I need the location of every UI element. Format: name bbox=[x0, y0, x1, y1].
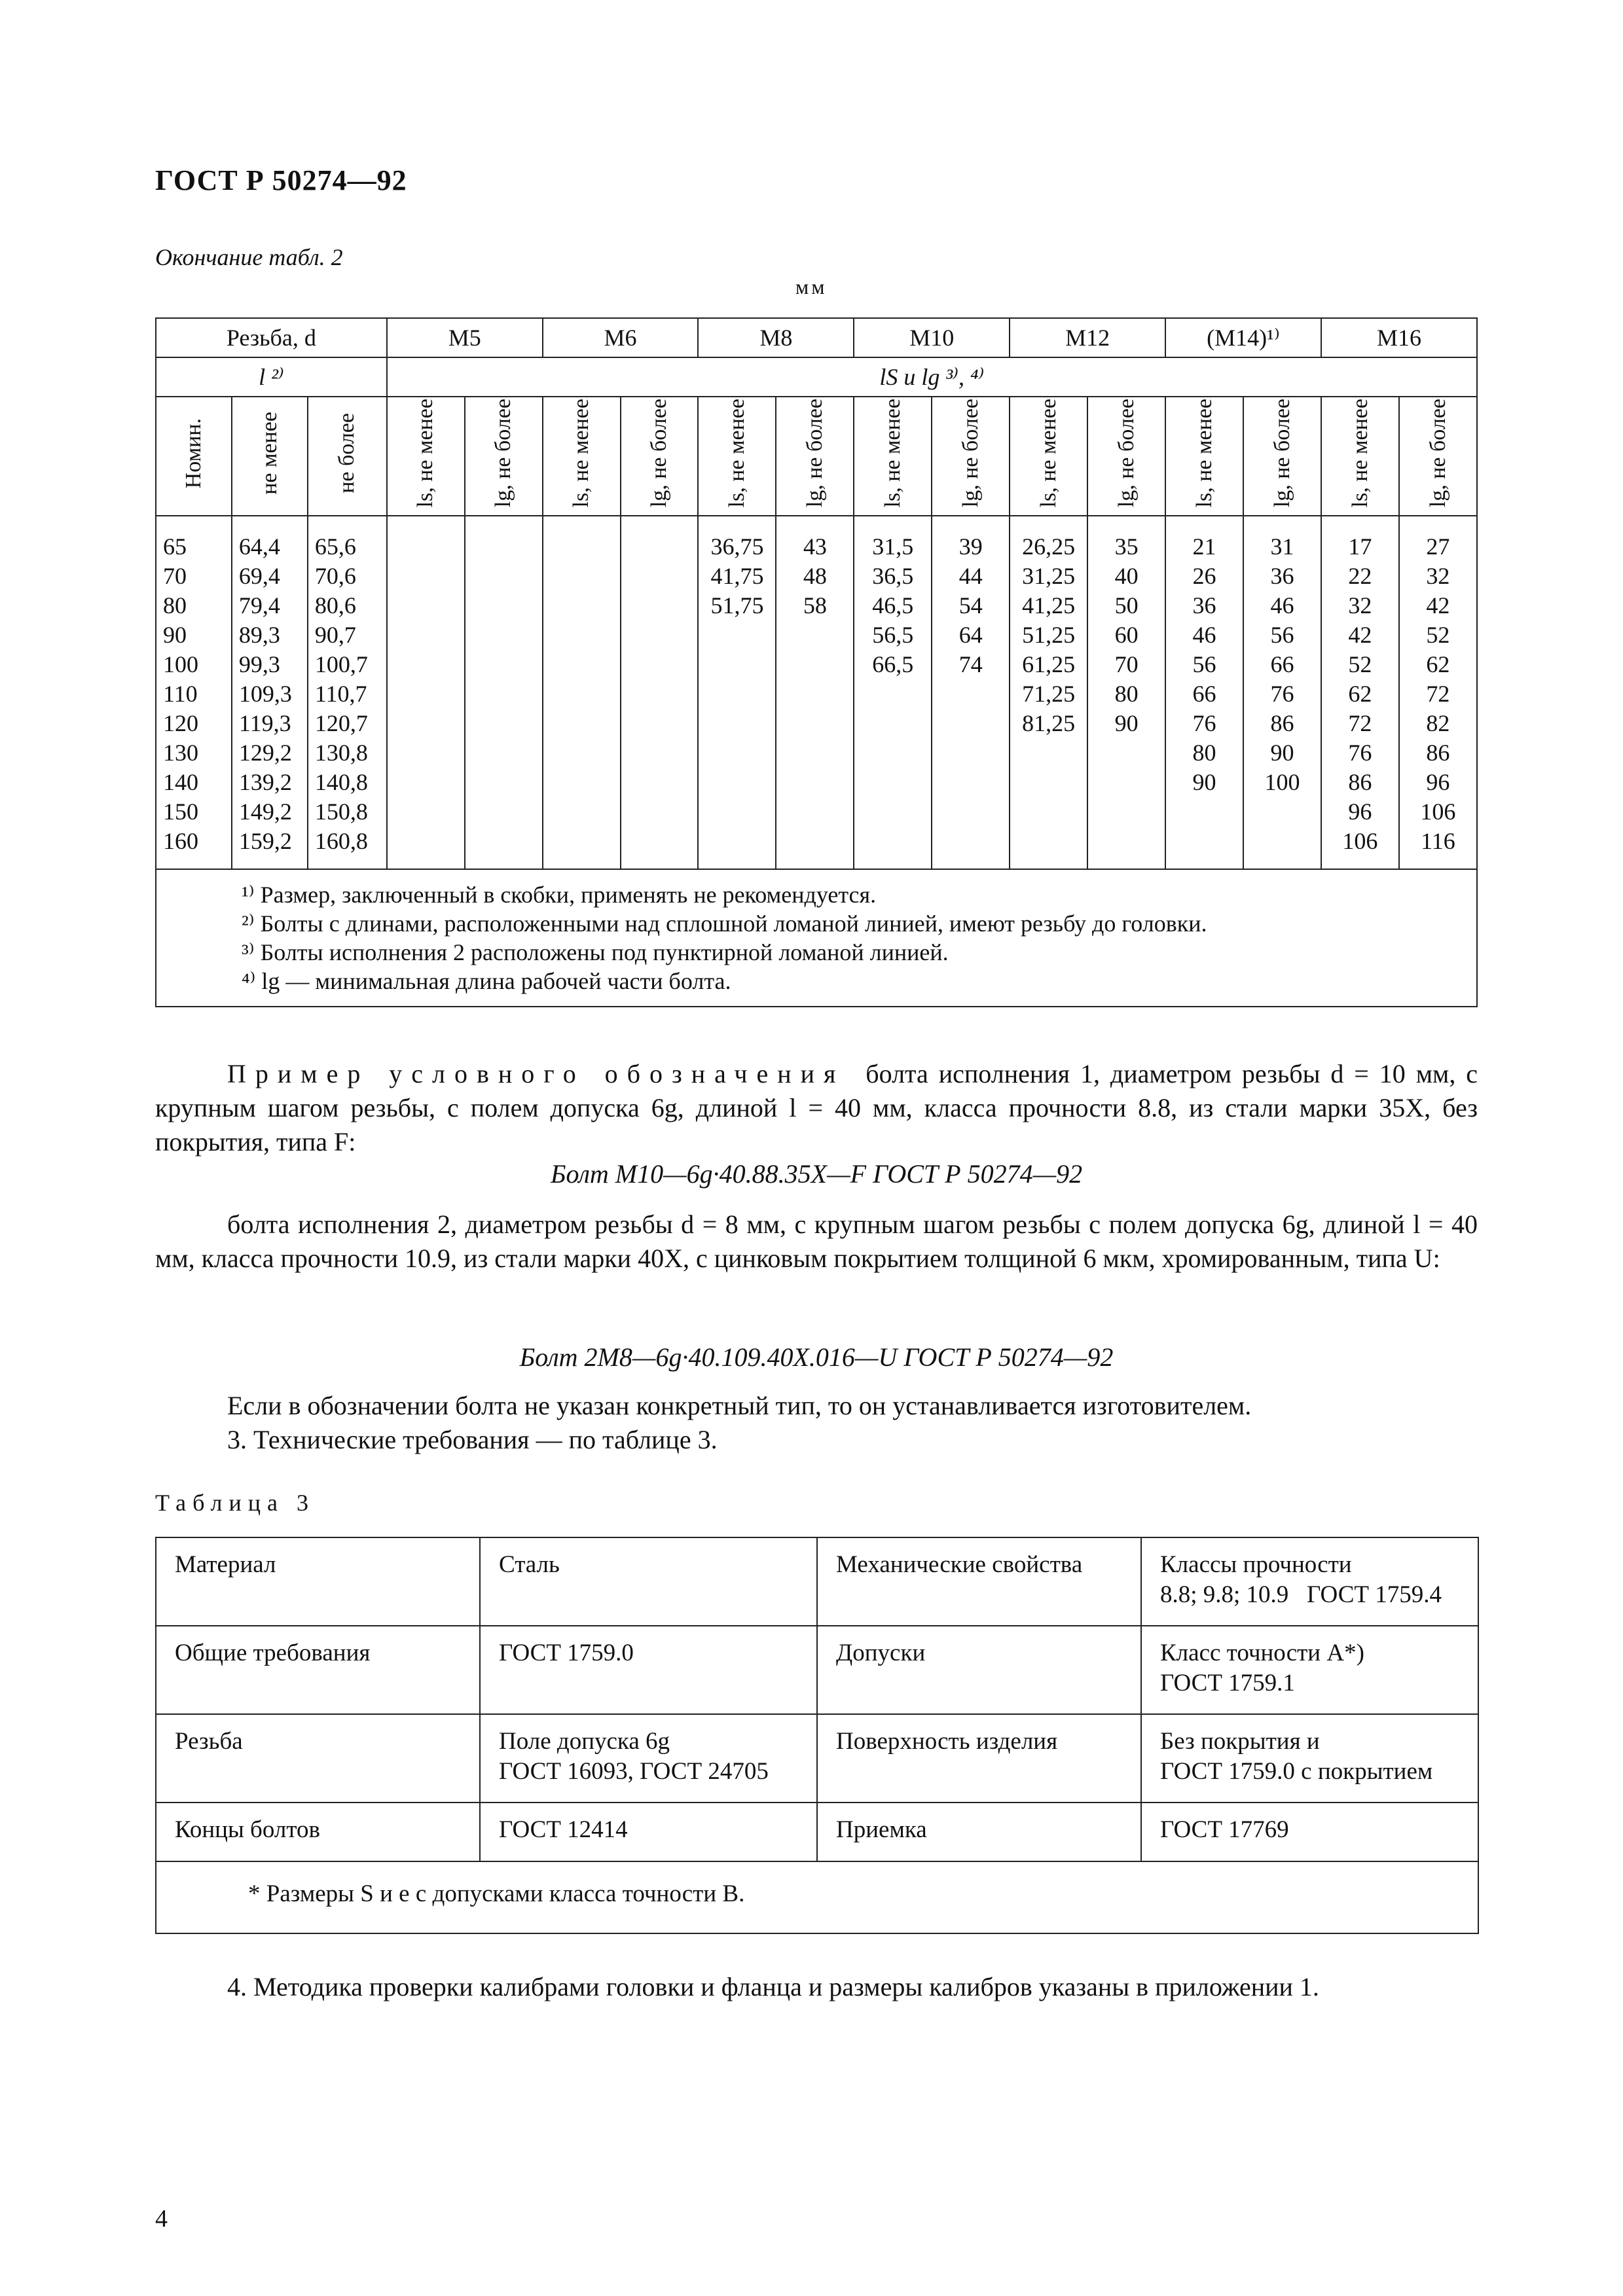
column-m6-lg bbox=[621, 516, 699, 869]
table-row bbox=[156, 1537, 1478, 1626]
example1-paragraph: Пример условного обозначения болта исполнения 1, диаметром резьбы d = 10 мм, с крупным шагом резьбы, с полем допуска 6g, длиной l = 40 мм, класса прочности 8.8, из стали марки 35X, без покрытия, типа F: bbox=[155, 1059, 1478, 1157]
ls-lg-label: lS и lg ³⁾, ⁴⁾ bbox=[387, 357, 1477, 397]
size-m6: М6 bbox=[543, 318, 699, 357]
cell-mech-value: Классы прочности 8.8; 9.8; 10.9 ГОСТ 1759.4 bbox=[1141, 1537, 1478, 1626]
header-lg: lg, не более bbox=[465, 397, 543, 516]
designation-1: Болт М10—6g·40.88.35X—F ГОСТ Р 50274—92 bbox=[550, 1159, 1083, 1189]
size-m16: М16 bbox=[1321, 318, 1477, 357]
l-label: l ²⁾ bbox=[156, 357, 387, 397]
column-m12-lg: 35 40 50 60 70 80 90 bbox=[1087, 516, 1165, 869]
size-m12: М12 bbox=[1010, 318, 1165, 357]
thread-label: Резьба, d bbox=[156, 318, 387, 357]
column-m5-lg bbox=[465, 516, 543, 869]
size-m5: М5 bbox=[387, 318, 543, 357]
cell-surface-label: Поверхность изделия bbox=[817, 1714, 1141, 1803]
cell-material-value: Сталь bbox=[480, 1537, 817, 1626]
note-3: ³⁾ Болты исполнения 2 расположены под пунктирной ломаной линией. bbox=[242, 939, 949, 965]
column-min: 64,4 69,4 79,4 89,3 99,3 109,3 119,3 129,2 139,2 149,2 159,2 bbox=[232, 516, 308, 869]
cell-mech-label: Механические свойства bbox=[817, 1537, 1141, 1626]
header-min: не менее bbox=[232, 397, 308, 516]
note-2: ²⁾ Болты с длинами, расположенными над сплошной ломаной линией, имеют резьбу до головки. bbox=[242, 910, 1207, 937]
cell-surface-value: Без покрытия и ГОСТ 1759.0 с покрытием bbox=[1141, 1714, 1478, 1803]
header-lg: lg, не более bbox=[1087, 397, 1165, 516]
header-lg: lg, не более bbox=[932, 397, 1010, 516]
table-row bbox=[156, 1626, 1478, 1714]
note-4: ⁴⁾ lg — минимальная длина рабочей части болта. bbox=[242, 968, 731, 994]
table-notes bbox=[156, 869, 1477, 1007]
cell-thread-value: Поле допуска 6g ГОСТ 16093, ГОСТ 24705 bbox=[480, 1714, 817, 1803]
size-m14: (М14)¹⁾ bbox=[1165, 318, 1321, 357]
table3-label: Таблица 3 bbox=[155, 1490, 315, 1516]
table-row bbox=[156, 1803, 1478, 1861]
header-ls: ls, не менее bbox=[698, 397, 776, 516]
column-m8-ls: 36,75 41,75 51,75 bbox=[698, 516, 776, 869]
header-nomin: Номин. bbox=[156, 397, 232, 516]
column-m16-ls: 17 22 32 42 52 62 72 76 86 96 106 bbox=[1321, 516, 1399, 869]
column-m10-ls: 31,5 36,5 46,5 56,5 66,5 bbox=[854, 516, 932, 869]
cell-material-label: Материал bbox=[156, 1537, 480, 1626]
column-m5-ls bbox=[387, 516, 465, 869]
header-max: не более bbox=[308, 397, 387, 516]
unit-label: мм bbox=[795, 275, 828, 298]
cell-thread-label: Резьба bbox=[156, 1714, 480, 1803]
cell-ends-label: Концы болтов bbox=[156, 1803, 480, 1861]
column-m6-ls bbox=[543, 516, 621, 869]
column-max: 65,6 70,6 80,6 90,7 100,7 110,7 120,7 130,8 140,8 150,8 160,8 bbox=[308, 516, 387, 869]
example2-paragraph: болта исполнения 2, диаметром резьбы d = 8 мм, с крупным шагом резьбы с полем допуска 6g, длиной l = 40 мм, класса прочности 10.9, из стали марки 40X, с цинковым покрытием толщиной 6 мкм, хромированным, типа U: bbox=[155, 1210, 1478, 1273]
cell-tolerance-value: Класс точности А*) ГОСТ 1759.1 bbox=[1141, 1626, 1478, 1714]
header-ls: ls, не менее bbox=[854, 397, 932, 516]
header-lg: lg, не более bbox=[1399, 397, 1477, 516]
column-m8-lg: 43 48 58 bbox=[776, 516, 854, 869]
page-number: 4 bbox=[155, 2205, 168, 2233]
note-1: ¹⁾ Размер, заключенный в скобки, применять не рекомендуется. bbox=[242, 882, 877, 908]
column-m14-ls: 21 26 36 46 56 66 76 80 90 bbox=[1165, 516, 1243, 869]
section-4-paragraph: 4. Методика проверки калибрами головки и фланца и размеры калибров указаны в приложении 1. bbox=[227, 1972, 1319, 2001]
column-m12-ls: 26,25 31,25 41,25 51,25 61,25 71,25 81,25 bbox=[1010, 516, 1087, 869]
column-m16-lg: 27 32 42 52 62 72 82 86 96 106 116 bbox=[1399, 516, 1477, 869]
cell-ends-value: ГОСТ 12414 bbox=[480, 1803, 817, 1861]
header-ls: ls, не менее bbox=[1010, 397, 1087, 516]
header-lg: lg, не более bbox=[1243, 397, 1321, 516]
size-m8: М8 bbox=[698, 318, 854, 357]
bolt-length-table bbox=[155, 317, 1478, 1007]
header-lg: lg, не более bbox=[621, 397, 699, 516]
designation-2: Болт 2М8—6g·40.109.40X.016—U ГОСТ Р 50274—92 bbox=[519, 1342, 1114, 1372]
size-m10: М10 bbox=[854, 318, 1010, 357]
table-continuation-label: Окончание табл. 2 bbox=[155, 244, 343, 270]
table-row bbox=[156, 1714, 1478, 1803]
header-ls: ls, не менее bbox=[1321, 397, 1399, 516]
type-paragraph: Если в обозначении болта не указан конкретный тип, то он устанавливается изготовителем. bbox=[227, 1391, 1252, 1420]
column-nomin: 65 70 80 90 100 110 120 130 140 150 160 bbox=[156, 516, 232, 869]
cell-acceptance-label: Приемка bbox=[817, 1803, 1141, 1861]
header-ls: ls, не менее bbox=[387, 397, 465, 516]
header-ls: ls, не менее bbox=[543, 397, 621, 516]
header-lg: lg, не более bbox=[776, 397, 854, 516]
column-m14-lg: 31 36 46 56 66 76 86 90 100 bbox=[1243, 516, 1321, 869]
table-note-row bbox=[156, 1861, 1478, 1933]
cell-tolerance-label: Допуски bbox=[817, 1626, 1141, 1714]
technical-requirements-table bbox=[155, 1537, 1479, 1934]
cell-general-value: ГОСТ 1759.0 bbox=[480, 1626, 817, 1714]
page-title: ГОСТ Р 50274—92 bbox=[155, 164, 407, 196]
table3-note: * Размеры S и e с допусками класса точности В. bbox=[156, 1861, 1478, 1933]
cell-general-label: Общие требования bbox=[156, 1626, 480, 1714]
cell-acceptance-value: ГОСТ 17769 bbox=[1141, 1803, 1478, 1861]
section-3-paragraph: 3. Технические требования — по таблице 3. bbox=[227, 1425, 718, 1454]
header-ls: ls, не менее bbox=[1165, 397, 1243, 516]
column-m10-lg: 39 44 54 64 74 bbox=[932, 516, 1010, 869]
